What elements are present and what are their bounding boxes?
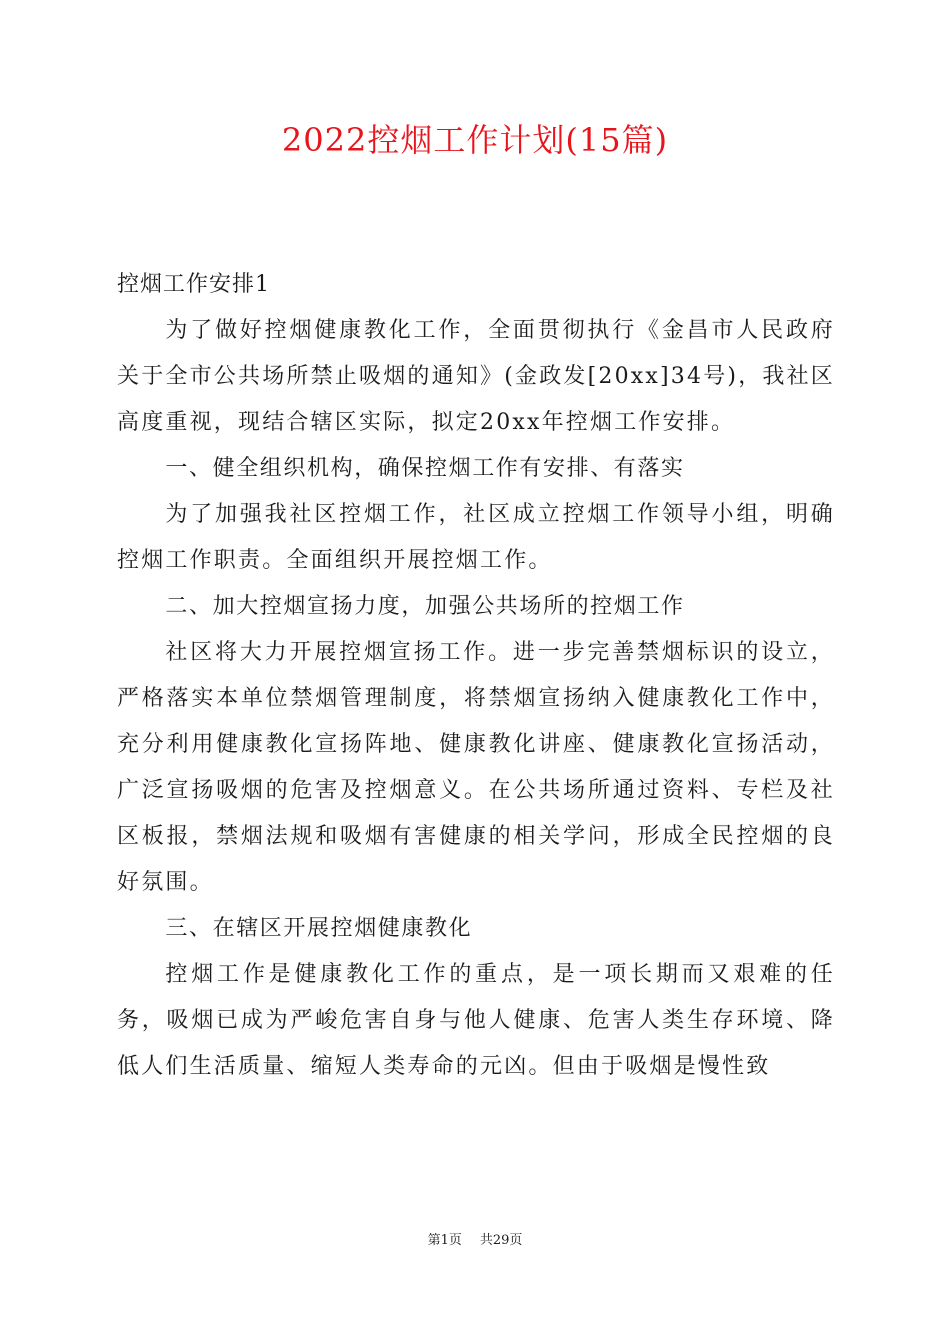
paragraph-education: 控烟工作是健康教化工作的重点，是一项长期而又艰难的任务，吸烟已成为严峻危害自身与他人健康、危害人类生存环境、降低人们生活质量、缩短人类寿命的元凶。但由于吸烟是慢性致 — [117, 962, 835, 1079]
document-title: 2022控烟工作计划(15篇) — [281, 121, 669, 159]
document-body — [117, 262, 835, 1090]
page-footer — [0, 1232, 950, 1250]
paragraph-organization: 为了加强我社区控烟工作，社区成立控烟工作领导小组，明确控烟工作职责。全面组织开展控烟工作。 — [117, 502, 835, 573]
page-total: 共29页 — [479, 1233, 523, 1248]
page-number: 第1页 — [427, 1233, 462, 1248]
section-heading: 控烟工作安排1 — [117, 272, 270, 297]
subheading-one: 一、健全组织机构，确保控烟工作有安排、有落实 — [165, 456, 685, 481]
subheading-two: 二、加大控烟宣扬力度，加强公共场所的控烟工作 — [165, 594, 685, 619]
paragraph-publicity: 社区将大力开展控烟宣扬工作。进一步完善禁烟标识的设立，严格落实本单位禁烟管理制度，将禁烟宣扬纳入健康教化工作中，充分利用健康教化宣扬阵地、健康教化讲座、健康教化宣扬活动，广泛宣扬吸烟的危害及控烟意义。在公共场所通过资料、专栏及社区板报，禁烟法规和吸烟有害健康的相关学问，形成全民控烟的良好氛围。 — [117, 640, 835, 895]
subheading-three: 三、在辖区开展控烟健康教化 — [165, 916, 473, 941]
paragraph-intro: 为了做好控烟健康教化工作，全面贯彻执行《金昌市人民政府关于全市公共场所禁止吸烟的通知》(金政发[20xx]34号)，我社区高度重视，现结合辖区实际，拟定20xx年控烟工作安排。 — [117, 318, 835, 435]
